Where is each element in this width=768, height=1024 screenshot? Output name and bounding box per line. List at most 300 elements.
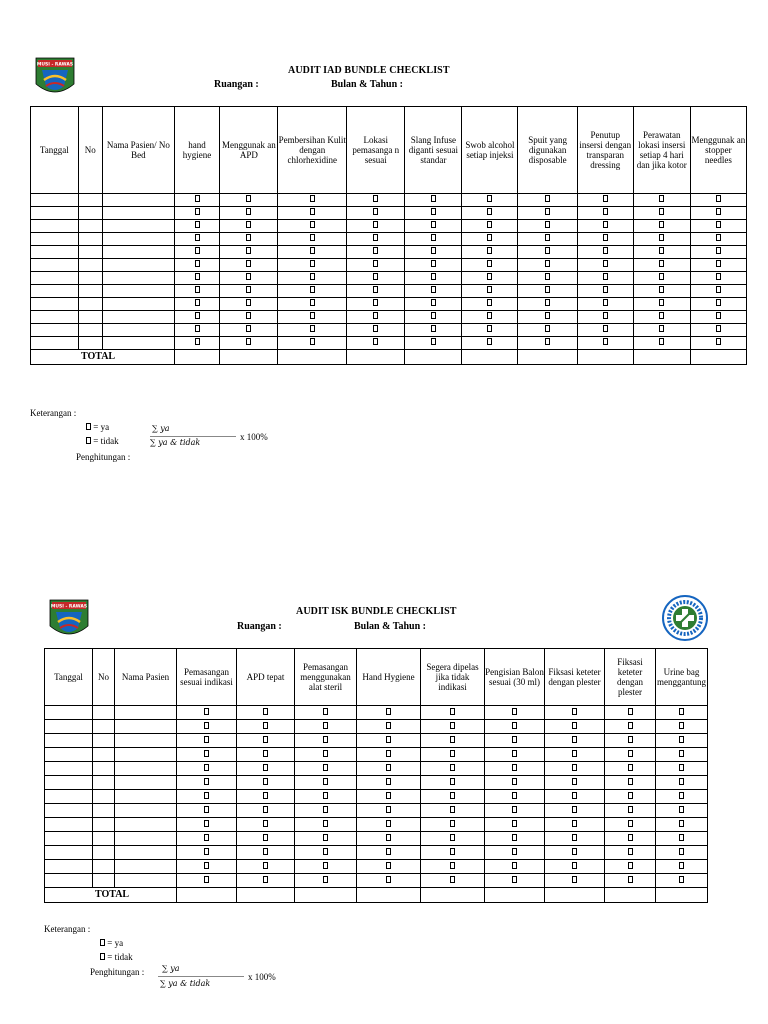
checkbox-icon[interactable] [386, 834, 391, 841]
checkbox-icon[interactable] [450, 778, 455, 785]
checkbox-icon[interactable] [246, 299, 251, 306]
checkbox-cell[interactable] [347, 272, 405, 285]
checkbox-icon[interactable] [373, 325, 378, 332]
checkbox-icon[interactable] [487, 312, 492, 319]
checkbox-cell[interactable] [518, 272, 577, 285]
checkbox-icon[interactable] [310, 325, 315, 332]
checkbox-cell[interactable] [174, 272, 219, 285]
checkbox-cell[interactable] [690, 194, 746, 207]
checkbox-cell[interactable] [577, 298, 633, 311]
checkbox-icon[interactable] [628, 792, 633, 799]
checkbox-icon[interactable] [431, 221, 436, 228]
checkbox-icon[interactable] [512, 848, 517, 855]
checkbox-icon[interactable] [603, 338, 608, 345]
checkbox-cell[interactable] [177, 734, 237, 748]
checkbox-icon[interactable] [716, 312, 721, 319]
checkbox-icon[interactable] [659, 234, 664, 241]
checkbox-icon[interactable] [450, 876, 455, 883]
checkbox-cell[interactable] [278, 246, 347, 259]
checkbox-cell[interactable] [656, 818, 708, 832]
checkbox-icon[interactable] [545, 208, 550, 215]
checkbox-icon[interactable] [386, 778, 391, 785]
checkbox-icon[interactable] [386, 820, 391, 827]
checkbox-cell[interactable] [177, 762, 237, 776]
checkbox-cell[interactable] [405, 207, 462, 220]
checkbox-icon[interactable] [512, 736, 517, 743]
checkbox-icon[interactable] [545, 338, 550, 345]
checkbox-cell[interactable] [545, 846, 605, 860]
checkbox-cell[interactable] [278, 259, 347, 272]
checkbox-cell[interactable] [174, 233, 219, 246]
checkbox-icon[interactable] [628, 862, 633, 869]
total-cell[interactable] [237, 888, 295, 903]
checkbox-icon[interactable] [545, 221, 550, 228]
checkbox-cell[interactable] [237, 720, 295, 734]
checkbox-cell[interactable] [405, 246, 462, 259]
checkbox-icon[interactable] [323, 736, 328, 743]
checkbox-cell[interactable] [656, 720, 708, 734]
checkbox-cell[interactable] [237, 846, 295, 860]
total-cell[interactable] [421, 888, 485, 903]
checkbox-cell[interactable] [577, 207, 633, 220]
checkbox-cell[interactable] [357, 860, 421, 874]
checkbox-cell[interactable] [357, 804, 421, 818]
checkbox-icon[interactable] [386, 848, 391, 855]
checkbox-icon[interactable] [450, 708, 455, 715]
checkbox-cell[interactable] [462, 272, 518, 285]
checkbox-icon[interactable] [386, 806, 391, 813]
checkbox-cell[interactable] [518, 194, 577, 207]
checkbox-icon[interactable] [195, 299, 200, 306]
checkbox-icon[interactable] [512, 820, 517, 827]
checkbox-cell[interactable] [633, 194, 690, 207]
checkbox-cell[interactable] [357, 748, 421, 762]
checkbox-cell[interactable] [347, 233, 405, 246]
checkbox-icon[interactable] [373, 312, 378, 319]
checkbox-cell[interactable] [421, 804, 485, 818]
checkbox-cell[interactable] [545, 804, 605, 818]
checkbox-cell[interactable] [577, 337, 633, 350]
checkbox-icon[interactable] [603, 312, 608, 319]
checkbox-icon[interactable] [603, 247, 608, 254]
checkbox-icon[interactable] [373, 208, 378, 215]
checkbox-cell[interactable] [605, 804, 656, 818]
checkbox-cell[interactable] [690, 233, 746, 246]
checkbox-cell[interactable] [220, 324, 278, 337]
checkbox-cell[interactable] [295, 832, 357, 846]
checkbox-icon[interactable] [659, 286, 664, 293]
checkbox-icon[interactable] [373, 247, 378, 254]
checkbox-icon[interactable] [512, 764, 517, 771]
checkbox-icon[interactable] [716, 273, 721, 280]
checkbox-icon[interactable] [512, 722, 517, 729]
checkbox-icon[interactable] [512, 792, 517, 799]
checkbox-icon[interactable] [512, 862, 517, 869]
checkbox-icon[interactable] [246, 247, 251, 254]
checkbox-cell[interactable] [421, 762, 485, 776]
checkbox-icon[interactable] [310, 286, 315, 293]
checkbox-icon[interactable] [195, 260, 200, 267]
checkbox-cell[interactable] [633, 337, 690, 350]
checkbox-cell[interactable] [177, 790, 237, 804]
checkbox-cell[interactable] [545, 734, 605, 748]
checkbox-icon[interactable] [716, 234, 721, 241]
checkbox-cell[interactable] [177, 832, 237, 846]
checkbox-icon[interactable] [603, 221, 608, 228]
checkbox-cell[interactable] [633, 220, 690, 233]
checkbox-icon[interactable] [323, 876, 328, 883]
checkbox-cell[interactable] [633, 272, 690, 285]
checkbox-cell[interactable] [462, 259, 518, 272]
checkbox-icon[interactable] [603, 260, 608, 267]
checkbox-cell[interactable] [690, 298, 746, 311]
checkbox-icon[interactable] [487, 338, 492, 345]
checkbox-cell[interactable] [656, 734, 708, 748]
checkbox-icon[interactable] [386, 750, 391, 757]
checkbox-cell[interactable] [405, 337, 462, 350]
checkbox-icon[interactable] [659, 221, 664, 228]
checkbox-icon[interactable] [373, 195, 378, 202]
checkbox-cell[interactable] [690, 337, 746, 350]
checkbox-cell[interactable] [278, 272, 347, 285]
checkbox-icon[interactable] [204, 820, 209, 827]
checkbox-icon[interactable] [450, 722, 455, 729]
checkbox-cell[interactable] [174, 246, 219, 259]
checkbox-icon[interactable] [450, 834, 455, 841]
checkbox-cell[interactable] [347, 311, 405, 324]
checkbox-icon[interactable] [386, 764, 391, 771]
checkbox-icon[interactable] [716, 286, 721, 293]
checkbox-icon[interactable] [386, 862, 391, 869]
checkbox-cell[interactable] [518, 311, 577, 324]
checkbox-cell[interactable] [690, 324, 746, 337]
checkbox-cell[interactable] [633, 311, 690, 324]
checkbox-cell[interactable] [656, 762, 708, 776]
checkbox-cell[interactable] [405, 220, 462, 233]
checkbox-cell[interactable] [177, 846, 237, 860]
checkbox-cell[interactable] [545, 790, 605, 804]
checkbox-icon[interactable] [545, 286, 550, 293]
checkbox-cell[interactable] [605, 790, 656, 804]
checkbox-icon[interactable] [450, 750, 455, 757]
checkbox-icon[interactable] [323, 778, 328, 785]
checkbox-icon[interactable] [310, 234, 315, 241]
checkbox-icon[interactable] [373, 260, 378, 267]
checkbox-cell[interactable] [545, 874, 605, 888]
checkbox-icon[interactable] [679, 736, 684, 743]
checkbox-icon[interactable] [246, 338, 251, 345]
checkbox-icon[interactable] [204, 834, 209, 841]
total-cell[interactable] [177, 888, 237, 903]
checkbox-cell[interactable] [347, 246, 405, 259]
checkbox-cell[interactable] [174, 220, 219, 233]
total-cell[interactable] [405, 350, 462, 365]
checkbox-cell[interactable] [295, 748, 357, 762]
checkbox-icon[interactable] [246, 312, 251, 319]
checkbox-cell[interactable] [518, 324, 577, 337]
total-cell[interactable] [295, 888, 357, 903]
checkbox-cell[interactable] [633, 259, 690, 272]
checkbox-cell[interactable] [237, 706, 295, 720]
checkbox-icon[interactable] [386, 876, 391, 883]
checkbox-icon[interactable] [679, 708, 684, 715]
checkbox-cell[interactable] [518, 246, 577, 259]
checkbox-icon[interactable] [679, 806, 684, 813]
checkbox-cell[interactable] [357, 734, 421, 748]
checkbox-icon[interactable] [659, 208, 664, 215]
checkbox-cell[interactable] [462, 337, 518, 350]
checkbox-cell[interactable] [278, 285, 347, 298]
checkbox-icon[interactable] [545, 273, 550, 280]
checkbox-cell[interactable] [405, 311, 462, 324]
checkbox-icon[interactable] [246, 234, 251, 241]
checkbox-cell[interactable] [421, 790, 485, 804]
checkbox-cell[interactable] [656, 846, 708, 860]
checkbox-icon[interactable] [716, 325, 721, 332]
checkbox-cell[interactable] [633, 324, 690, 337]
checkbox-cell[interactable] [177, 804, 237, 818]
checkbox-icon[interactable] [204, 722, 209, 729]
checkbox-cell[interactable] [518, 207, 577, 220]
checkbox-cell[interactable] [220, 207, 278, 220]
checkbox-icon[interactable] [431, 247, 436, 254]
checkbox-cell[interactable] [347, 298, 405, 311]
checkbox-cell[interactable] [357, 832, 421, 846]
checkbox-cell[interactable] [174, 207, 219, 220]
checkbox-cell[interactable] [237, 860, 295, 874]
checkbox-icon[interactable] [246, 273, 251, 280]
checkbox-icon[interactable] [603, 195, 608, 202]
checkbox-cell[interactable] [347, 194, 405, 207]
checkbox-icon[interactable] [310, 221, 315, 228]
checkbox-icon[interactable] [659, 299, 664, 306]
checkbox-icon[interactable] [323, 834, 328, 841]
checkbox-cell[interactable] [347, 207, 405, 220]
checkbox-icon[interactable] [431, 338, 436, 345]
checkbox-cell[interactable] [485, 706, 545, 720]
checkbox-icon[interactable] [487, 299, 492, 306]
checkbox-icon[interactable] [545, 299, 550, 306]
checkbox-cell[interactable] [177, 706, 237, 720]
checkbox-icon[interactable] [628, 848, 633, 855]
checkbox-cell[interactable] [421, 734, 485, 748]
checkbox-cell[interactable] [485, 818, 545, 832]
checkbox-icon[interactable] [603, 325, 608, 332]
checkbox-cell[interactable] [605, 860, 656, 874]
checkbox-cell[interactable] [237, 734, 295, 748]
checkbox-cell[interactable] [633, 246, 690, 259]
checkbox-cell[interactable] [605, 874, 656, 888]
checkbox-cell[interactable] [690, 285, 746, 298]
checkbox-cell[interactable] [278, 194, 347, 207]
checkbox-icon[interactable] [373, 286, 378, 293]
checkbox-cell[interactable] [174, 259, 219, 272]
checkbox-icon[interactable] [450, 862, 455, 869]
checkbox-cell[interactable] [220, 311, 278, 324]
checkbox-icon[interactable] [310, 299, 315, 306]
checkbox-cell[interactable] [278, 207, 347, 220]
checkbox-icon[interactable] [628, 778, 633, 785]
checkbox-icon[interactable] [204, 792, 209, 799]
checkbox-cell[interactable] [421, 720, 485, 734]
checkbox-cell[interactable] [577, 233, 633, 246]
checkbox-cell[interactable] [405, 194, 462, 207]
checkbox-icon[interactable] [310, 247, 315, 254]
checkbox-cell[interactable] [633, 207, 690, 220]
checkbox-icon[interactable] [386, 736, 391, 743]
checkbox-icon[interactable] [431, 312, 436, 319]
checkbox-icon[interactable] [246, 208, 251, 215]
checkbox-cell[interactable] [485, 804, 545, 818]
checkbox-cell[interactable] [295, 720, 357, 734]
checkbox-cell[interactable] [605, 846, 656, 860]
checkbox-cell[interactable] [220, 246, 278, 259]
checkbox-cell[interactable] [357, 846, 421, 860]
checkbox-icon[interactable] [386, 708, 391, 715]
total-cell[interactable] [278, 350, 347, 365]
checkbox-cell[interactable] [177, 776, 237, 790]
checkbox-icon[interactable] [204, 750, 209, 757]
checkbox-cell[interactable] [656, 706, 708, 720]
checkbox-icon[interactable] [487, 234, 492, 241]
checkbox-cell[interactable] [421, 860, 485, 874]
total-cell[interactable] [577, 350, 633, 365]
checkbox-icon[interactable] [572, 806, 577, 813]
total-cell[interactable] [357, 888, 421, 903]
checkbox-cell[interactable] [462, 207, 518, 220]
checkbox-icon[interactable] [204, 848, 209, 855]
checkbox-icon[interactable] [323, 862, 328, 869]
checkbox-cell[interactable] [485, 748, 545, 762]
checkbox-icon[interactable] [431, 273, 436, 280]
checkbox-cell[interactable] [421, 776, 485, 790]
checkbox-cell[interactable] [237, 776, 295, 790]
checkbox-cell[interactable] [357, 818, 421, 832]
checkbox-icon[interactable] [431, 325, 436, 332]
checkbox-cell[interactable] [518, 298, 577, 311]
checkbox-icon[interactable] [679, 862, 684, 869]
checkbox-cell[interactable] [295, 846, 357, 860]
checkbox-cell[interactable] [295, 734, 357, 748]
checkbox-cell[interactable] [278, 324, 347, 337]
checkbox-icon[interactable] [323, 722, 328, 729]
checkbox-cell[interactable] [220, 285, 278, 298]
total-cell[interactable] [518, 350, 577, 365]
checkbox-icon[interactable] [323, 806, 328, 813]
checkbox-cell[interactable] [518, 233, 577, 246]
checkbox-cell[interactable] [462, 324, 518, 337]
checkbox-cell[interactable] [485, 832, 545, 846]
checkbox-icon[interactable] [263, 834, 268, 841]
checkbox-icon[interactable] [263, 722, 268, 729]
checkbox-cell[interactable] [278, 298, 347, 311]
checkbox-cell[interactable] [220, 259, 278, 272]
checkbox-icon[interactable] [512, 750, 517, 757]
checkbox-icon[interactable] [572, 820, 577, 827]
checkbox-cell[interactable] [485, 776, 545, 790]
checkbox-icon[interactable] [572, 722, 577, 729]
checkbox-cell[interactable] [656, 832, 708, 846]
checkbox-icon[interactable] [716, 299, 721, 306]
checkbox-icon[interactable] [628, 806, 633, 813]
checkbox-cell[interactable] [518, 220, 577, 233]
checkbox-icon[interactable] [263, 750, 268, 757]
total-cell[interactable] [462, 350, 518, 365]
checkbox-icon[interactable] [310, 208, 315, 215]
checkbox-icon[interactable] [195, 195, 200, 202]
checkbox-icon[interactable] [628, 708, 633, 715]
checkbox-cell[interactable] [605, 734, 656, 748]
checkbox-cell[interactable] [237, 748, 295, 762]
checkbox-icon[interactable] [310, 338, 315, 345]
checkbox-icon[interactable] [263, 778, 268, 785]
checkbox-icon[interactable] [628, 722, 633, 729]
checkbox-cell[interactable] [237, 762, 295, 776]
checkbox-cell[interactable] [485, 734, 545, 748]
checkbox-cell[interactable] [174, 337, 219, 350]
checkbox-icon[interactable] [246, 325, 251, 332]
checkbox-icon[interactable] [679, 834, 684, 841]
checkbox-icon[interactable] [431, 195, 436, 202]
checkbox-cell[interactable] [357, 706, 421, 720]
checkbox-icon[interactable] [204, 708, 209, 715]
checkbox-icon[interactable] [679, 722, 684, 729]
checkbox-cell[interactable] [177, 818, 237, 832]
checkbox-icon[interactable] [512, 778, 517, 785]
checkbox-cell[interactable] [485, 762, 545, 776]
checkbox-icon[interactable] [323, 750, 328, 757]
checkbox-icon[interactable] [716, 208, 721, 215]
total-cell[interactable] [690, 350, 746, 365]
checkbox-icon[interactable] [716, 195, 721, 202]
checkbox-cell[interactable] [405, 285, 462, 298]
checkbox-icon[interactable] [263, 736, 268, 743]
checkbox-icon[interactable] [716, 338, 721, 345]
checkbox-icon[interactable] [628, 736, 633, 743]
checkbox-icon[interactable] [263, 708, 268, 715]
checkbox-icon[interactable] [195, 208, 200, 215]
checkbox-cell[interactable] [174, 311, 219, 324]
checkbox-cell[interactable] [237, 832, 295, 846]
checkbox-icon[interactable] [204, 876, 209, 883]
checkbox-cell[interactable] [605, 818, 656, 832]
checkbox-cell[interactable] [633, 233, 690, 246]
checkbox-icon[interactable] [431, 234, 436, 241]
checkbox-icon[interactable] [572, 778, 577, 785]
checkbox-icon[interactable] [545, 312, 550, 319]
checkbox-icon[interactable] [716, 247, 721, 254]
checkbox-cell[interactable] [357, 762, 421, 776]
checkbox-cell[interactable] [462, 233, 518, 246]
checkbox-icon[interactable] [195, 312, 200, 319]
checkbox-cell[interactable] [577, 259, 633, 272]
total-cell[interactable] [347, 350, 405, 365]
checkbox-icon[interactable] [628, 820, 633, 827]
checkbox-icon[interactable] [628, 750, 633, 757]
checkbox-icon[interactable] [263, 820, 268, 827]
checkbox-cell[interactable] [656, 748, 708, 762]
checkbox-cell[interactable] [174, 324, 219, 337]
checkbox-cell[interactable] [295, 790, 357, 804]
checkbox-icon[interactable] [246, 221, 251, 228]
checkbox-cell[interactable] [518, 259, 577, 272]
checkbox-cell[interactable] [656, 790, 708, 804]
checkbox-icon[interactable] [716, 221, 721, 228]
checkbox-icon[interactable] [659, 325, 664, 332]
checkbox-icon[interactable] [545, 195, 550, 202]
checkbox-icon[interactable] [310, 195, 315, 202]
checkbox-icon[interactable] [431, 260, 436, 267]
